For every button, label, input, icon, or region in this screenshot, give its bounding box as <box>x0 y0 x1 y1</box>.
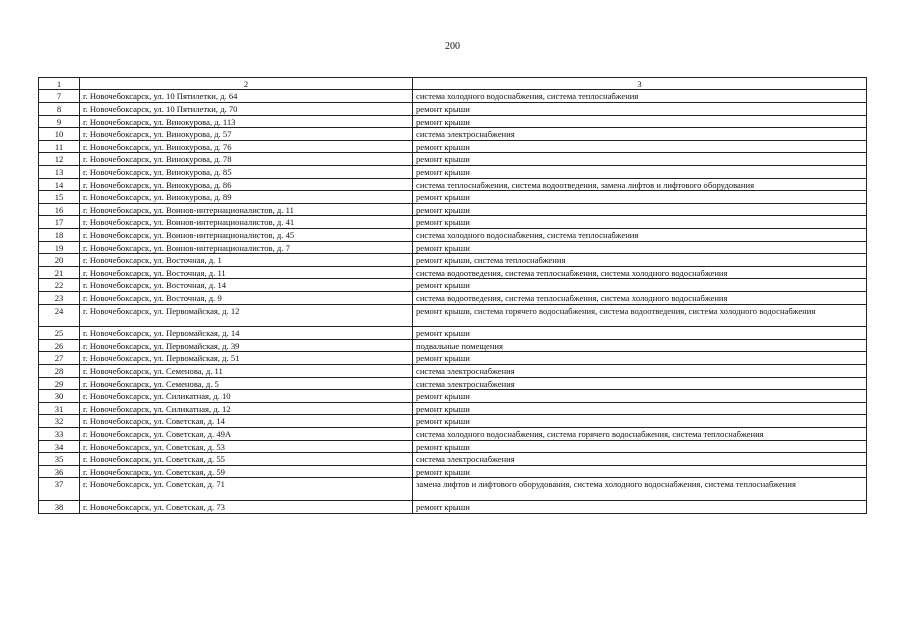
address-cell: г. Новочебоксарск, ул. Семенова, д. 5 <box>80 377 413 390</box>
row-number-cell: 35 <box>39 453 80 466</box>
table-row <box>39 178 867 191</box>
works-cell: ремонт крыши <box>413 415 867 428</box>
column-header-number: 1 <box>39 78 80 90</box>
address-cell: г. Новочебоксарск, ул. Воинов-интернационалистов, д. 41 <box>80 216 413 229</box>
address-cell: г. Новочебоксарск, ул. Первомайская, д. 12 <box>80 304 413 327</box>
table-row <box>39 254 867 267</box>
table-row <box>39 478 867 501</box>
works-cell: ремонт крыши <box>413 241 867 254</box>
row-number-cell: 7 <box>39 90 80 103</box>
column-header-address: 2 <box>80 78 413 90</box>
row-number-cell: 37 <box>39 478 80 501</box>
works-cell: система электроснабжения <box>413 453 867 466</box>
works-cell: система холодного водоснабжения, система теплоснабжения <box>413 90 867 103</box>
works-cell: ремонт крыши, система теплоснабжения <box>413 254 867 267</box>
row-number-cell: 27 <box>39 352 80 365</box>
row-number-cell: 18 <box>39 228 80 241</box>
row-number-cell: 30 <box>39 390 80 403</box>
works-cell: ремонт крыши <box>413 216 867 229</box>
address-cell: г. Новочебоксарск, ул. Воинов-интернационалистов, д. 11 <box>80 203 413 216</box>
works-cell: система теплоснабжения, система водоотведения, замена лифтов и лифтового оборудования <box>413 178 867 191</box>
works-cell: ремонт крыши <box>413 165 867 178</box>
works-cell: ремонт крыши <box>413 103 867 116</box>
address-cell: г. Новочебоксарск, ул. Винокурова, д. 76 <box>80 140 413 153</box>
table-body <box>39 90 867 513</box>
registry-table <box>38 77 867 514</box>
row-number-cell: 14 <box>39 178 80 191</box>
works-cell: система водоотведения, система теплоснабжения, система холодного водоснабжения <box>413 291 867 304</box>
table-row <box>39 390 867 403</box>
table-row <box>39 128 867 141</box>
row-number-cell: 34 <box>39 440 80 453</box>
works-cell: ремонт крыши <box>413 440 867 453</box>
works-cell: ремонт крыши <box>413 501 867 514</box>
address-cell: г. Новочебоксарск, ул. Винокурова, д. 86 <box>80 178 413 191</box>
row-number-cell: 31 <box>39 402 80 415</box>
table-row <box>39 90 867 103</box>
table-row <box>39 377 867 390</box>
row-number-cell: 25 <box>39 327 80 340</box>
works-cell: ремонт крыши <box>413 279 867 292</box>
table-row <box>39 339 867 352</box>
row-number-cell: 19 <box>39 241 80 254</box>
table-row <box>39 266 867 279</box>
address-cell: г. Новочебоксарск, ул. 10 Пятилетки, д. 70 <box>80 103 413 116</box>
address-cell: г. Новочебоксарск, ул. Советская, д. 73 <box>80 501 413 514</box>
works-cell: ремонт крыши, система горячего водоснабжения, система водоотведения, система холодного водоснабжения <box>413 304 867 327</box>
table-row <box>39 327 867 340</box>
address-cell: г. Новочебоксарск, ул. Восточная, д. 14 <box>80 279 413 292</box>
table-row <box>39 365 867 378</box>
table-row <box>39 153 867 166</box>
address-cell: г. Новочебоксарск, ул. Семенова, д. 11 <box>80 365 413 378</box>
works-cell: ремонт крыши <box>413 140 867 153</box>
address-cell: г. Новочебоксарск, ул. Винокурова, д. 57 <box>80 128 413 141</box>
works-cell: система электроснабжения <box>413 377 867 390</box>
table-row <box>39 402 867 415</box>
row-number-cell: 20 <box>39 254 80 267</box>
table-row <box>39 465 867 478</box>
address-cell: г. Новочебоксарск, ул. Советская, д. 71 <box>80 478 413 501</box>
address-cell: г. Новочебоксарск, ул. Восточная, д. 1 <box>80 254 413 267</box>
address-cell: г. Новочебоксарск, ул. Винокурова, д. 89 <box>80 191 413 204</box>
address-cell: г. Новочебоксарск, ул. Советская, д. 14 <box>80 415 413 428</box>
row-number-cell: 13 <box>39 165 80 178</box>
works-cell: ремонт крыши <box>413 203 867 216</box>
works-cell: ремонт крыши <box>413 390 867 403</box>
address-cell: г. Новочебоксарск, ул. 10 Пятилетки, д. 64 <box>80 90 413 103</box>
table-row <box>39 279 867 292</box>
row-number-cell: 8 <box>39 103 80 116</box>
table-row <box>39 191 867 204</box>
row-number-cell: 21 <box>39 266 80 279</box>
table-row <box>39 440 867 453</box>
row-number-cell: 33 <box>39 428 80 441</box>
works-cell: ремонт крыши <box>413 153 867 166</box>
address-cell: г. Новочебоксарск, ул. Воинов-интернационалистов, д. 45 <box>80 228 413 241</box>
row-number-cell: 11 <box>39 140 80 153</box>
works-cell: система электроснабжения <box>413 128 867 141</box>
row-number-cell: 23 <box>39 291 80 304</box>
row-number-cell: 16 <box>39 203 80 216</box>
address-cell: г. Новочебоксарск, ул. Советская, д. 59 <box>80 465 413 478</box>
table-row <box>39 140 867 153</box>
address-cell: г. Новочебоксарск, ул. Советская, д. 53 <box>80 440 413 453</box>
address-cell: г. Новочебоксарск, ул. Советская, д. 49А <box>80 428 413 441</box>
row-number-cell: 24 <box>39 304 80 327</box>
table-header-row <box>39 78 867 90</box>
row-number-cell: 10 <box>39 128 80 141</box>
works-cell: ремонт крыши <box>413 465 867 478</box>
address-cell: г. Новочебоксарск, ул. Первомайская, д. 51 <box>80 352 413 365</box>
works-cell: система холодного водоснабжения, система горячего водоснабжения, система теплоснабжения <box>413 428 867 441</box>
table-row <box>39 304 867 327</box>
address-cell: г. Новочебоксарск, ул. Воинов-интернационалистов, д. 7 <box>80 241 413 254</box>
row-number-cell: 38 <box>39 501 80 514</box>
table-row <box>39 501 867 514</box>
row-number-cell: 15 <box>39 191 80 204</box>
table-row <box>39 352 867 365</box>
table-row <box>39 103 867 116</box>
address-cell: г. Новочебоксарск, ул. Винокурова, д. 85 <box>80 165 413 178</box>
page-number: 200 <box>445 41 460 52</box>
address-cell: г. Новочебоксарск, ул. Восточная, д. 9 <box>80 291 413 304</box>
table-row <box>39 453 867 466</box>
row-number-cell: 22 <box>39 279 80 292</box>
works-cell: система водоотведения, система теплоснабжения, система холодного водоснабжения <box>413 266 867 279</box>
table-row <box>39 228 867 241</box>
address-cell: г. Новочебоксарск, ул. Первомайская, д. 39 <box>80 339 413 352</box>
address-cell: г. Новочебоксарск, ул. Силикатная, д. 12 <box>80 402 413 415</box>
column-header-works: 3 <box>413 78 867 90</box>
works-cell: ремонт крыши <box>413 352 867 365</box>
works-cell: ремонт крыши <box>413 115 867 128</box>
table-row <box>39 415 867 428</box>
works-cell: система холодного водоснабжения, система теплоснабжения <box>413 228 867 241</box>
table-row <box>39 115 867 128</box>
works-cell: замена лифтов и лифтового оборудования, система холодного водоснабжения, система теплоснабжения <box>413 478 867 501</box>
row-number-cell: 26 <box>39 339 80 352</box>
table-row <box>39 428 867 441</box>
address-cell: г. Новочебоксарск, ул. Силикатная, д. 10 <box>80 390 413 403</box>
works-cell: подвальные помещения <box>413 339 867 352</box>
works-cell: система электроснабжения <box>413 365 867 378</box>
row-number-cell: 29 <box>39 377 80 390</box>
works-cell: ремонт крыши <box>413 402 867 415</box>
row-number-cell: 9 <box>39 115 80 128</box>
row-number-cell: 36 <box>39 465 80 478</box>
address-cell: г. Новочебоксарск, ул. Винокурова, д. 78 <box>80 153 413 166</box>
row-number-cell: 17 <box>39 216 80 229</box>
works-cell: ремонт крыши <box>413 191 867 204</box>
row-number-cell: 28 <box>39 365 80 378</box>
address-cell: г. Новочебоксарск, ул. Советская, д. 55 <box>80 453 413 466</box>
table-row <box>39 291 867 304</box>
works-cell: ремонт крыши <box>413 327 867 340</box>
table-row <box>39 216 867 229</box>
table-row <box>39 203 867 216</box>
table-row <box>39 165 867 178</box>
address-cell: г. Новочебоксарск, ул. Первомайская, д. 14 <box>80 327 413 340</box>
address-cell: г. Новочебоксарск, ул. Восточная, д. 11 <box>80 266 413 279</box>
row-number-cell: 12 <box>39 153 80 166</box>
table-row <box>39 241 867 254</box>
row-number-cell: 32 <box>39 415 80 428</box>
address-cell: г. Новочебоксарск, ул. Винокурова, д. 113 <box>80 115 413 128</box>
